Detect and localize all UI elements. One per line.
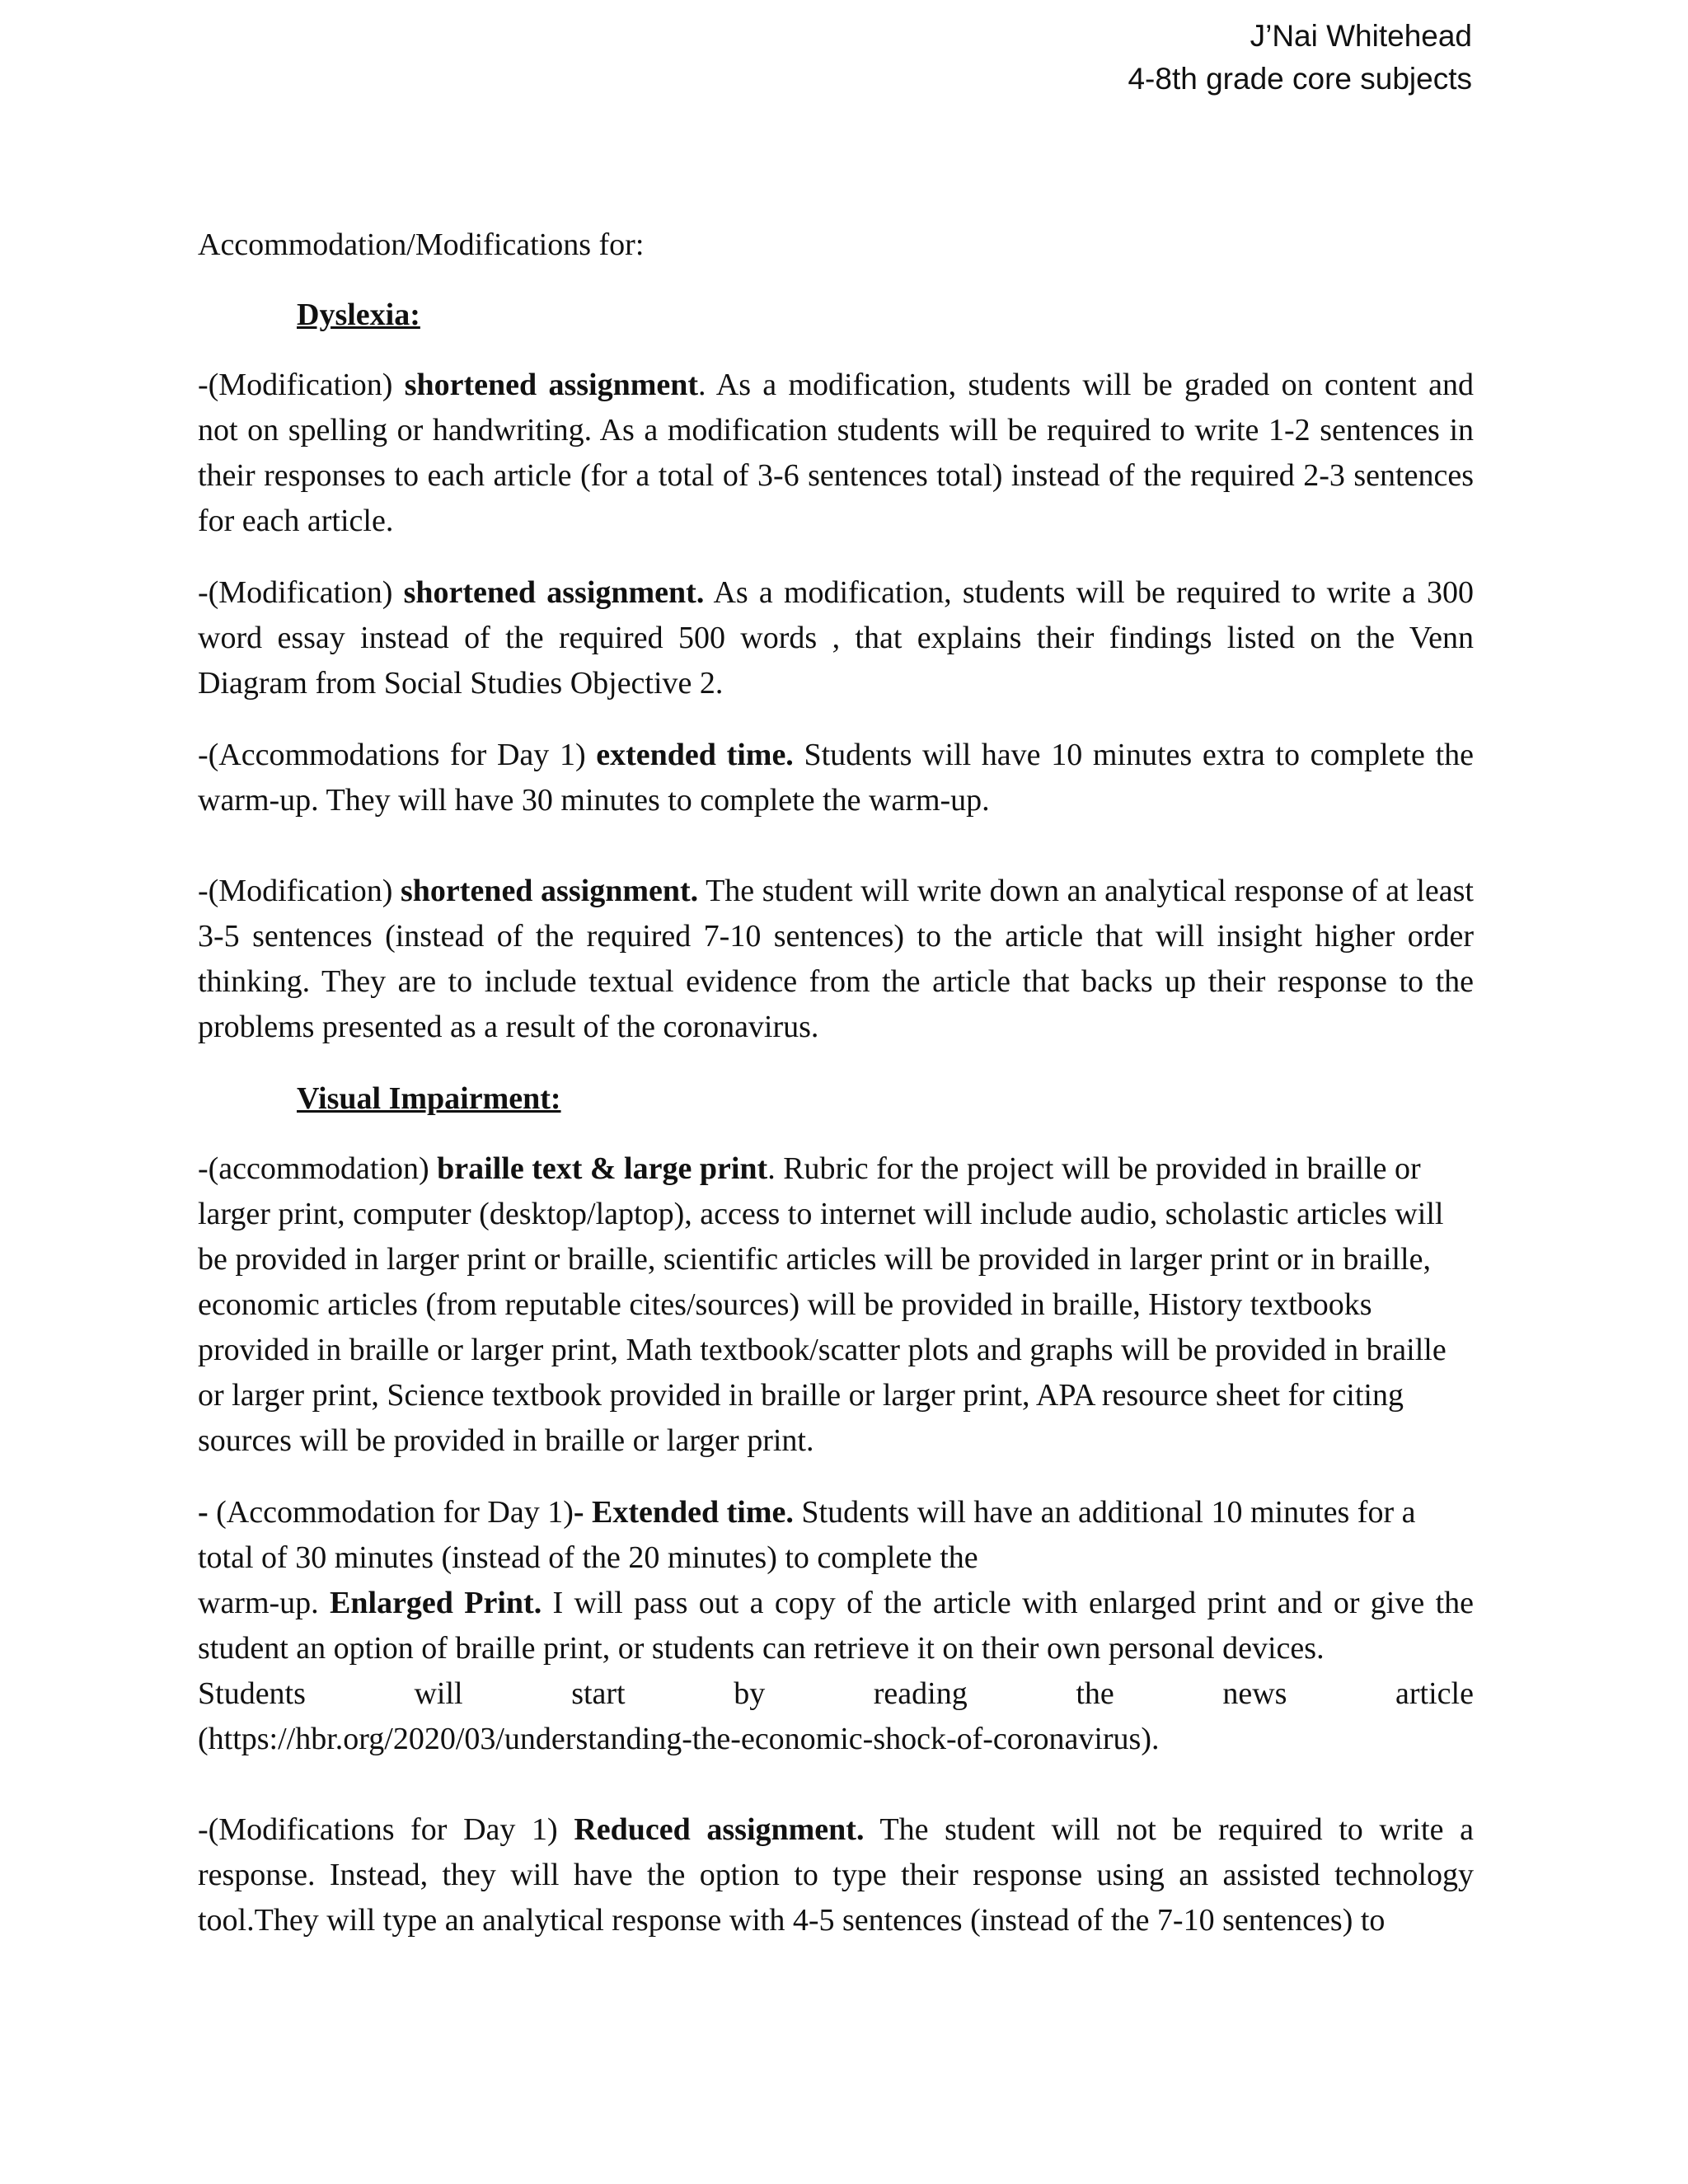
paragraph-bold: braille text & large print bbox=[437, 1151, 768, 1186]
paragraph-bold: extended time. bbox=[596, 738, 794, 772]
spread-word: reading bbox=[873, 1676, 968, 1711]
paragraph-dash: - bbox=[198, 1495, 217, 1530]
article-url: (https://hbr.org/2020/03/understanding-the-economic-shock-of-coronavirus). bbox=[198, 1722, 1160, 1756]
paragraph-lead: -(Modification) bbox=[198, 874, 401, 908]
section-heading-dyslexia: Dyslexia: bbox=[297, 298, 420, 332]
paragraph-lead: -(accommodation) bbox=[198, 1151, 438, 1186]
spread-word: news bbox=[1222, 1676, 1287, 1711]
paragraph-text: As a modification, students will be required to write a 300 word essay instead of the required 500 words , that explains their findings listed on the Venn Diagram from Social Studies Objective 2. bbox=[198, 575, 1474, 701]
spread-word: article bbox=[1395, 1676, 1474, 1711]
paragraph-text: . Rubric for the project will be provided in braille or larger print, computer (desktop/laptop), access to internet will include audio, scholastic articles will be provided in larger print or braille, scientific articles will be provided in larger print or in braille, economic articles (from reputable cites/sources) will be provided in braille, History textbooks provided in braille or larger print, Math textbook/scatter plots and graphs will be provided in braille or larger print, Science textbook provided in braille or larger print, APA resource sheet for citing sources will be provided in braille or larger print. bbox=[198, 1151, 1447, 1458]
paragraph-bold: - Extended time. bbox=[573, 1495, 794, 1530]
paragraph-lead: -(Modifications for Day 1) bbox=[198, 1812, 574, 1847]
dyslexia-paragraph-2 bbox=[198, 570, 1474, 706]
spread-word: will bbox=[414, 1676, 463, 1711]
visual-paragraph-3 bbox=[198, 1807, 1474, 1943]
intro-line: Accommodation/Modifications for: bbox=[198, 227, 645, 262]
paragraph-bold: shortened assignment. bbox=[403, 575, 705, 610]
paragraph-lead: -(Modification) bbox=[198, 575, 404, 610]
document-body bbox=[198, 223, 1474, 1970]
spread-word: the bbox=[1076, 1676, 1114, 1711]
paragraph-text: I will pass out a copy of the article with enlarged print and or give the student an option of braille print, or students can retrieve it on their own personal devices. bbox=[198, 1586, 1475, 1666]
paragraph-bold: Enlarged Print. bbox=[330, 1586, 542, 1620]
dyslexia-paragraph-1 bbox=[198, 363, 1474, 544]
page-header bbox=[1128, 15, 1472, 101]
paragraph-continuation bbox=[198, 1581, 1474, 1671]
paragraph-lead: -(Accommodations for Day 1) bbox=[198, 738, 597, 772]
spread-word: by bbox=[734, 1676, 766, 1711]
paragraph-text: The student will write down an analytical response of at least 3-5 sentences (instead of the required 7-10 sentences) to the article that will insight higher order thinking. They are to include textual evidence from the article that backs up their response to the problems presented as a result of the coronavirus. bbox=[198, 874, 1474, 1044]
spread-word: start bbox=[571, 1676, 626, 1711]
paragraph-bold: shortened assignment bbox=[404, 368, 699, 402]
dyslexia-paragraph-4 bbox=[198, 869, 1474, 1050]
paragraph-text: The student will not be required to write a response. Instead, they will have the option to type their response using an assisted technology tool.They will type an analytical response with 4-5 sentences (instead of the 7-10 sentences) to bbox=[198, 1812, 1474, 1938]
section-heading-visual-impairment: Visual Impairment: bbox=[297, 1081, 561, 1116]
paragraph-bold: shortened assignment. bbox=[401, 874, 699, 908]
paragraph-text: Students will have 10 minutes extra to complete the warm-up. They will have 30 minutes to complete the warm-up. bbox=[198, 738, 1474, 818]
spread-line bbox=[198, 1671, 1474, 1717]
paragraph-lead: -(Modification) bbox=[198, 368, 405, 402]
spread-word: Students bbox=[198, 1676, 306, 1711]
grade-subjects: 4-8th grade core subjects bbox=[1128, 62, 1472, 96]
visual-paragraph-2 bbox=[198, 1490, 1474, 1762]
paragraph-text: . As a modification, students will be graded on content and not on spelling or handwriting. As a modification students will be required to write 1-2 sentences in their responses to each article (for a total of 3-6 sentences total) instead of the required 2-3 sentences for each article. bbox=[198, 368, 1474, 538]
dyslexia-paragraph-3 bbox=[198, 733, 1474, 823]
paragraph-text: Students will have an additional 10 minutes for a total of 30 minutes (instead of the 20 minutes) to complete the bbox=[198, 1495, 1416, 1575]
paragraph-text: warm-up. bbox=[198, 1586, 331, 1620]
paragraph-lead: (Accommodation for Day 1) bbox=[216, 1495, 574, 1530]
author-name: J’Nai Whitehead bbox=[1250, 19, 1472, 53]
paragraph-bold: Reduced assignment. bbox=[574, 1812, 865, 1847]
paragraph-opening bbox=[198, 1490, 1474, 1581]
visual-paragraph-1 bbox=[198, 1146, 1474, 1464]
